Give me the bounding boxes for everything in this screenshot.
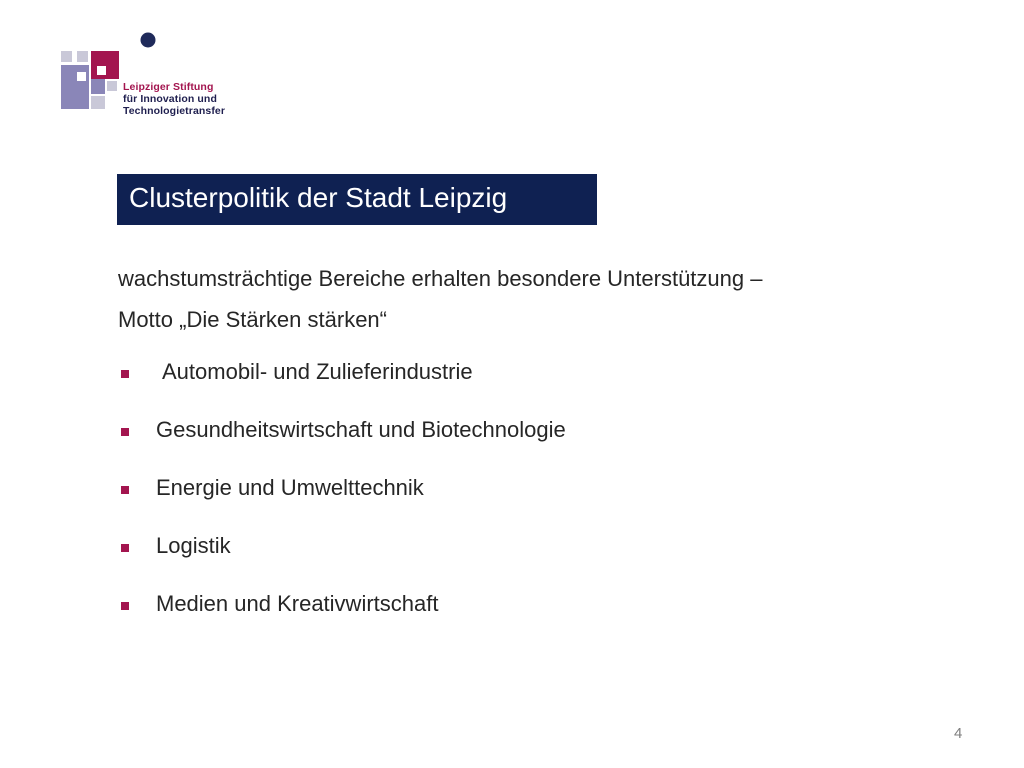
logo-line-2: für Innovation und <box>123 93 217 105</box>
bullet-label: Gesundheitswirtschaft und Biotechnologie <box>156 417 566 442</box>
square-bullet-icon <box>121 486 129 494</box>
page-number: 4 <box>954 725 963 742</box>
bullet-label: Energie und Umwelttechnik <box>156 475 424 500</box>
title-banner <box>117 174 597 225</box>
intro-line-2: Motto „Die Stärken stärken“ <box>118 307 387 332</box>
square-bullet-icon <box>121 370 129 378</box>
intro-line-1: wachstumsträchtige Bereiche erhalten besondere Unterstützung – <box>118 266 763 291</box>
square-bullet-icon <box>121 602 129 610</box>
square-bullet-icon <box>121 428 129 436</box>
square-bullet-icon <box>121 544 129 552</box>
bullet-label: Logistik <box>156 533 231 558</box>
bullet-label: Automobil- und Zulieferindustrie <box>162 359 473 384</box>
bullet-label: Medien und Kreativwirtschaft <box>156 591 439 616</box>
logo <box>0 0 260 130</box>
logo-text <box>123 81 225 117</box>
logo-line-1: Leipziger Stiftung <box>123 81 214 93</box>
intro-text <box>118 258 938 340</box>
slide-title: Clusterpolitik der Stadt Leipzig <box>129 182 508 213</box>
logo-line-3: Technologietransfer <box>123 105 226 117</box>
